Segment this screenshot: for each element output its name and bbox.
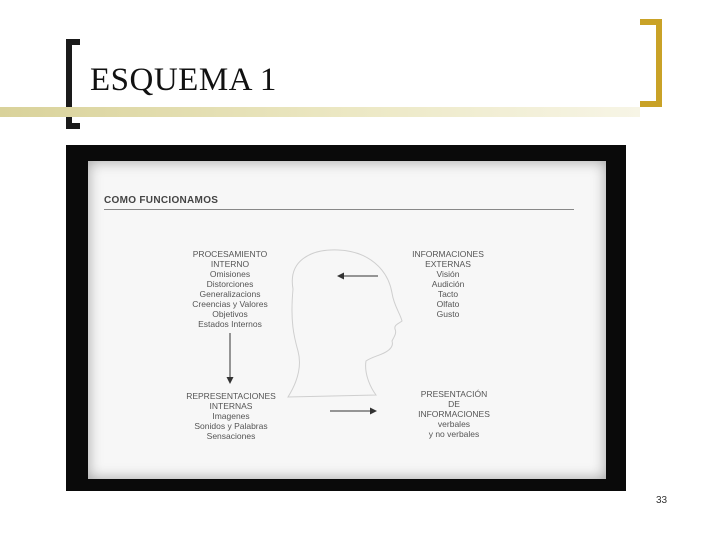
proc-title-1: PROCESAMIENTO <box>192 249 268 259</box>
external-info-block <box>398 249 498 319</box>
slide-title: ESQUEMA 1 <box>90 62 277 98</box>
representations-block <box>176 391 286 441</box>
ext-item: Olfato <box>436 299 460 309</box>
proc-item: Creencias y Valores <box>192 299 268 309</box>
page-number: 33 <box>656 495 668 506</box>
pres-title-2: DE <box>448 399 460 409</box>
ext-title-1: INFORMACIONES <box>412 249 484 259</box>
repr-item: Imagenes <box>212 411 250 421</box>
pres-item: verbales <box>437 419 471 429</box>
pres-item: y no verbales <box>428 429 480 439</box>
proc-item: Omisiones <box>209 269 251 279</box>
ext-title-2: EXTERNAS <box>425 259 471 269</box>
proc-item: Distorciones <box>206 279 254 289</box>
pres-title-1: PRESENTACIÓN <box>420 389 488 399</box>
ext-item: Visión <box>436 269 460 279</box>
presentation-block <box>404 389 504 439</box>
ext-item: Gusto <box>436 309 460 319</box>
processing-block <box>180 249 280 329</box>
repr-item: Sonidos y Palabras <box>194 421 268 431</box>
diagram-image-frame <box>66 145 626 491</box>
repr-item: Sensaciones <box>206 431 256 441</box>
right-bracket-decoration <box>640 19 662 107</box>
repr-title-1: REPRESENTACIONES <box>186 391 276 401</box>
title-underline-band <box>0 107 640 117</box>
ext-item: Audición <box>431 279 465 289</box>
head-silhouette <box>288 250 402 397</box>
proc-item: Generalizacions <box>199 289 261 299</box>
diagram-drawing <box>88 161 606 479</box>
diagram-heading: COMO FUNCIONAMOS <box>104 195 219 206</box>
proc-item: Estados Internos <box>198 319 262 329</box>
pres-title-3: INFORMACIONES <box>418 409 490 419</box>
repr-title-2: INTERNAS <box>209 401 253 411</box>
proc-title-2: INTERNO <box>210 259 250 269</box>
ext-item: Tacto <box>437 289 459 299</box>
scanned-diagram <box>88 161 606 479</box>
proc-item: Objetivos <box>212 309 248 319</box>
